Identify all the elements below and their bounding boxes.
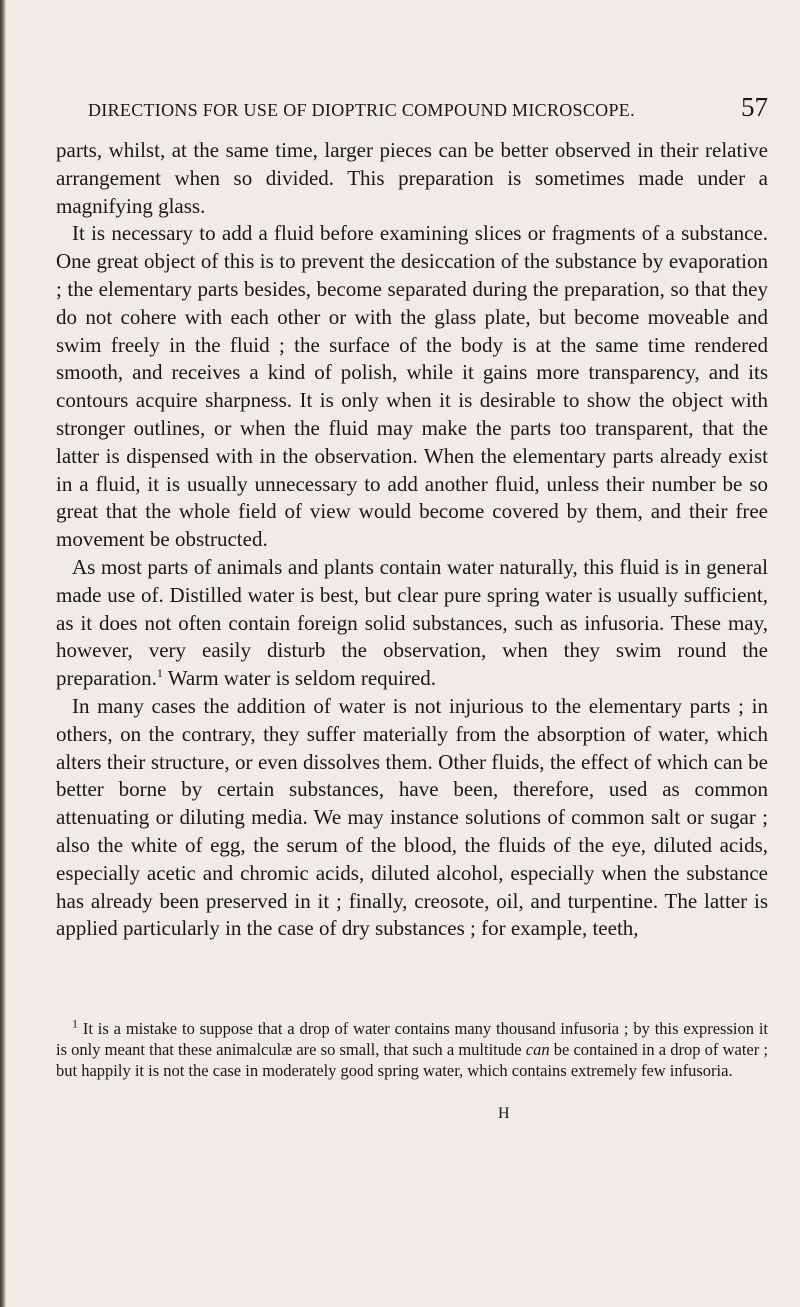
- footnote-reference: 1: [156, 666, 163, 681]
- page-number: 57: [741, 92, 768, 122]
- footnote-text: [56, 1018, 768, 1081]
- paragraph-3: [56, 554, 768, 693]
- signature-mark: H: [498, 1105, 510, 1122]
- paragraph-4: In many cases the addition of water is not injurious to the elementary parts ; in others, on the contrary, they suffer materially from the absorption of water, which alters their structure, or even dissolves them. Other fluids, the effect of which can be better borne by certain substances, have been, therefore, used as common attenuating or diluting media. We may instance solutions of common salt or sugar ; also the white of egg, the serum of the blood, the fluids of the eye, diluted acids, especially acetic and chromic acids, diluted alcohol, especially when the substance has already been preserved in it ; finally, creosote, oil, and turpentine. The latter is applied particularly in the case of dry substances ; for example, teeth,: [56, 693, 768, 941]
- paragraph-3-tail: Warm water is seldom required.: [162, 666, 437, 691]
- binding-edge: [0, 0, 6, 1307]
- header-title: DIRECTIONS FOR USE OF DIOPTRIC COMPOUND MICROSCOPE.: [88, 100, 635, 120]
- body-text: [56, 137, 768, 943]
- running-header: [60, 92, 768, 132]
- paragraph-2: It is necessary to add a fluid before examining slices or fragments of a substance. One great object of this is to prevent the desiccation of the substance by evaporation ; the elementary parts besides, become separated during the preparation, so that they do not cohere with each other or with the glass plate, but become moveable and swim freely in the fluid ; the surface of the body is at the same time rendered smooth, and receives a kind of polish, while it gains more transparency, and its contours acquire sharpness. It is only when it is desirable to show the object with stronger outlines, or when the fluid may make the parts too transparent, that the latter is dispensed with in the observation. When the elementary parts already exist in a fluid, it is usually unnecessary to add another fluid, unless their number be so great that the whole field of view would become covered by them, and their free movement be obstructed.: [56, 221, 768, 552]
- footnote-text-end: be contained in a drop of water ; but happily it is not the case in moderately good spring water, which contains extremely few infusoria.: [56, 1040, 768, 1080]
- paragraph-3-text: As most parts of animals and plants contain water naturally, this fluid is in general made use of. Distilled water is best, but clear pure spring water is usually sufficient, as it does not often contain foreign solid substances, such as infusoria. These may, however, very easily disturb the observation, when they swim round the preparation.: [56, 554, 768, 691]
- footnote-text-start: It is a mistake to suppose that a drop of water contains many thousand infusoria ; by this expression it is only meant that these animalculæ are so small, that such a multitude: [56, 1019, 768, 1059]
- footnote-marker: 1: [72, 1016, 78, 1031]
- paragraph-1: parts, whilst, at the same time, larger pieces can be better observed in their relative arrangement when so divided. This preparation is sometimes made under a magnifying glass.: [56, 138, 768, 218]
- footnote-italic: can: [525, 1040, 550, 1059]
- footnote: [56, 1018, 768, 1081]
